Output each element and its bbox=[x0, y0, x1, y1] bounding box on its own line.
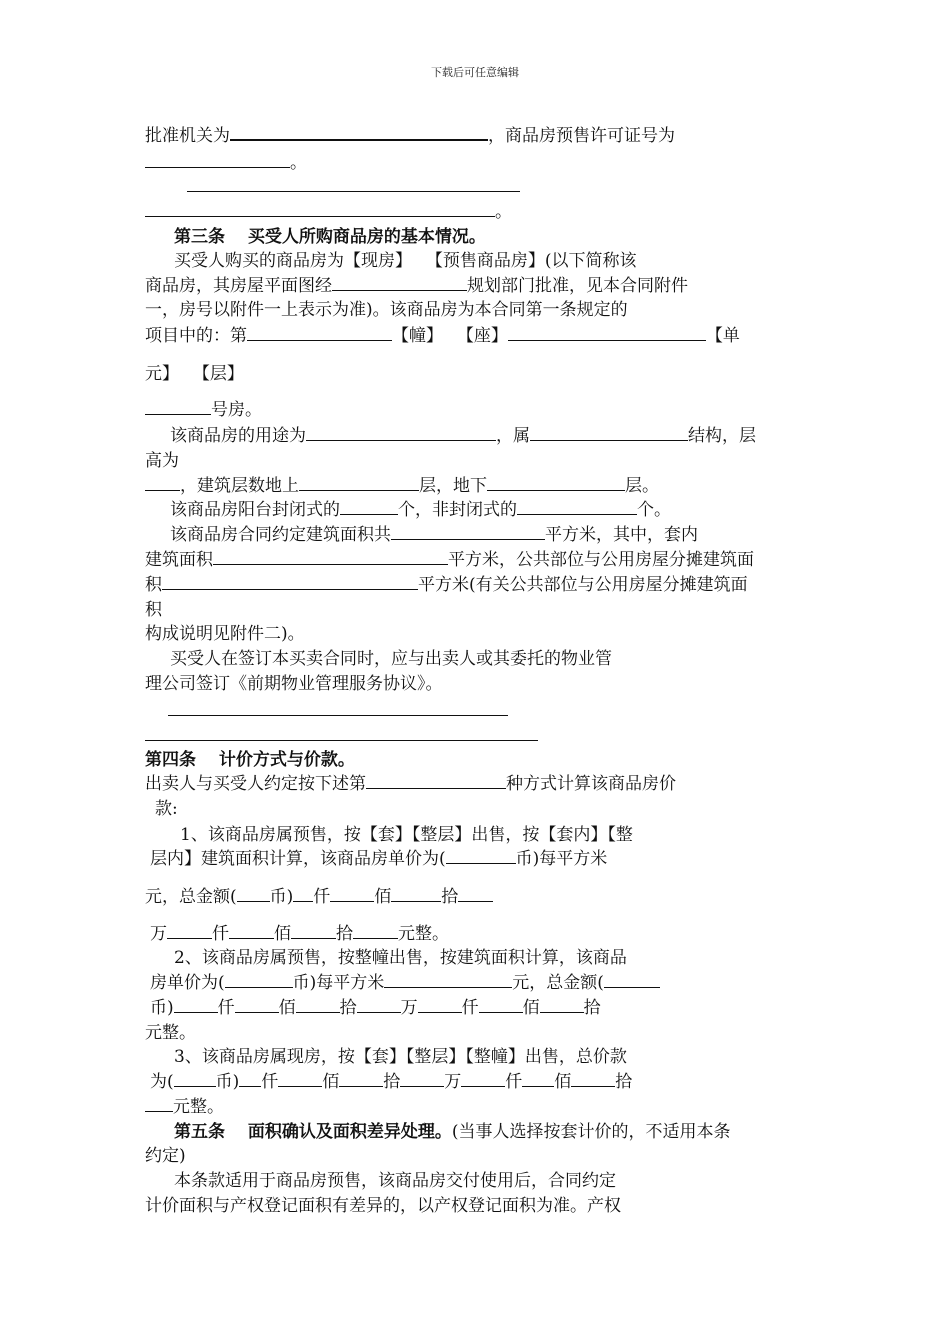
article-5-title-line: 第五条 面积确认及面积差异处理。(当事人选择按套计价的，不适用本条 bbox=[174, 1122, 731, 1142]
shared-area-blank[interactable] bbox=[162, 574, 418, 590]
paragraph-line: 出卖人与买受人约定按下述第 种方式计算该商品房价 bbox=[145, 774, 676, 794]
paragraph-line: 万 仟 佰 拾 元整。 bbox=[150, 924, 449, 944]
amount-blank[interactable] bbox=[400, 1071, 444, 1087]
paragraph-line: 项目中的：第 【幢】 【座】 【单 bbox=[145, 326, 740, 346]
paragraph-line: 为( 币) 仟 佰 拾 万 仟 佰 拾 bbox=[150, 1072, 633, 1092]
amount-blank[interactable] bbox=[522, 1071, 554, 1087]
page-header: 下载后可任意编辑 bbox=[431, 66, 519, 79]
unit-price-blank[interactable] bbox=[384, 972, 512, 988]
paragraph-line: 该商品房阳台封闭式的 个，非封闭式的 个。 bbox=[170, 500, 671, 520]
paragraph-line: 理公司签订《前期物业管理服务协议》。 bbox=[145, 674, 443, 694]
blank-line[interactable] bbox=[168, 715, 508, 716]
paragraph-line: 元，总金额( 币) 仟 佰 拾 bbox=[145, 885, 493, 909]
amount-blank[interactable] bbox=[229, 923, 274, 939]
unit-blank[interactable] bbox=[508, 325, 706, 341]
amount-blank[interactable] bbox=[391, 886, 441, 902]
structure-blank[interactable] bbox=[530, 425, 688, 441]
article-4-title: 第四条 计价方式与价款。 bbox=[145, 750, 355, 770]
paragraph-line: 积 平方米(有关公共部位与公用房屋分摊建筑面 bbox=[145, 575, 748, 595]
article-5-title: 第五条 面积确认及面积差异处理。 bbox=[174, 1122, 452, 1142]
currency-blank[interactable] bbox=[604, 972, 660, 988]
building-number-blank[interactable] bbox=[247, 325, 392, 341]
amount-blank[interactable] bbox=[461, 1071, 505, 1087]
paragraph-line: 2、该商品房属预售，按整幢出售，按建筑面积计算，该商品 bbox=[174, 948, 627, 968]
blank-line[interactable] bbox=[145, 201, 495, 217]
paragraph-line: 房单价为( 币)每平方米 元，总金额( bbox=[150, 971, 660, 995]
paragraph-line: 本条款适用于商品房预售，该商品房交付使用后，合同约定 bbox=[174, 1171, 616, 1191]
amount-blank[interactable] bbox=[571, 1071, 615, 1087]
paragraph-line: 约定) bbox=[145, 1146, 186, 1166]
blank-row: 。 bbox=[145, 200, 512, 224]
amount-blank[interactable] bbox=[293, 886, 313, 902]
amount-blank[interactable] bbox=[235, 997, 279, 1013]
amount-blank[interactable] bbox=[145, 1096, 173, 1112]
paragraph-line: ，建筑层数地上 层，地下 层。 bbox=[145, 474, 659, 498]
approval-line: 批准机关为 ，商品房预售许可证号为 bbox=[145, 126, 675, 146]
blank-line[interactable] bbox=[145, 740, 538, 741]
paragraph-line: 建筑面积 平方米，公共部位与公用房屋分摊建筑面 bbox=[145, 550, 754, 570]
inner-area-blank[interactable] bbox=[213, 549, 448, 565]
paragraph-line: 元】 【层】 bbox=[145, 364, 244, 384]
paragraph-line: 层内】建筑面积计算，该商品房单价为( 币)每平方米 bbox=[150, 849, 608, 869]
floor-height-blank[interactable] bbox=[145, 475, 180, 491]
amount-blank[interactable] bbox=[174, 997, 218, 1013]
amount-blank[interactable] bbox=[418, 997, 462, 1013]
blank-line[interactable] bbox=[187, 191, 520, 192]
amount-blank[interactable] bbox=[339, 1071, 383, 1087]
currency-blank[interactable] bbox=[237, 886, 270, 902]
paragraph-line: 积 bbox=[145, 600, 162, 620]
paragraph-line: 元整。 bbox=[145, 1023, 196, 1043]
floors-below-blank[interactable] bbox=[487, 475, 625, 491]
amount-blank[interactable] bbox=[353, 923, 398, 939]
amount-blank[interactable] bbox=[167, 923, 212, 939]
paragraph-line: 该商品房合同约定建筑面积共 平方米，其中，套内 bbox=[170, 525, 698, 545]
currency-blank[interactable] bbox=[174, 1071, 216, 1087]
paragraph-line: 买受人在签订本买卖合同时，应与出卖人或其委托的物业管 bbox=[170, 649, 612, 669]
paragraph-line: 构成说明见附件二)。 bbox=[145, 624, 305, 644]
amount-blank[interactable] bbox=[479, 997, 523, 1013]
amount-blank[interactable] bbox=[357, 997, 401, 1013]
amount-blank[interactable] bbox=[458, 886, 493, 902]
paragraph-line: 3、该商品房属现房，按【套】【整层】【整幢】出售，总价款 bbox=[174, 1047, 627, 1067]
room-number-blank[interactable] bbox=[145, 399, 211, 415]
amount-blank[interactable] bbox=[330, 886, 374, 902]
paragraph-line: 一，房号以附件一上表示为准)。该商品房为本合同第一条规定的 bbox=[145, 300, 628, 320]
amount-blank[interactable] bbox=[296, 997, 340, 1013]
permit-number-line: 。 bbox=[145, 151, 307, 175]
article-3-title: 第三条 买受人所购商品房的基本情况。 bbox=[174, 227, 486, 247]
paragraph-line: 1、该商品房属预售，按【套】【整层】出售，按【套内】【整 bbox=[180, 825, 633, 845]
paragraph-line: 号房。 bbox=[145, 398, 262, 422]
contract-area-blank[interactable] bbox=[391, 524, 545, 540]
paragraph-line: 币) 仟 佰 拾 万 仟 佰 拾 bbox=[150, 998, 601, 1018]
currency-blank[interactable] bbox=[225, 972, 293, 988]
paragraph-line: 计价面积与产权登记面积有差异的，以产权登记面积为准。产权 bbox=[145, 1196, 621, 1216]
currency-blank[interactable] bbox=[446, 848, 516, 864]
paragraph-line: 买受人购买的商品房为【现房】 【预售商品房】(以下简称该 bbox=[174, 251, 637, 271]
pricing-method-blank[interactable] bbox=[366, 773, 506, 789]
paragraph-line: 款: bbox=[155, 799, 178, 819]
planning-dept-blank[interactable] bbox=[332, 275, 467, 291]
floors-above-blank[interactable] bbox=[299, 475, 419, 491]
paragraph-line: 高为 bbox=[145, 451, 179, 471]
usage-blank[interactable] bbox=[306, 425, 496, 441]
amount-blank[interactable] bbox=[540, 997, 584, 1013]
amount-blank[interactable] bbox=[291, 923, 336, 939]
amount-blank[interactable] bbox=[239, 1071, 261, 1087]
amount-blank[interactable] bbox=[278, 1071, 322, 1087]
paragraph-line: 元整。 bbox=[145, 1095, 224, 1119]
paragraph-line: 该商品房的用途为 ，属 结构，层 bbox=[170, 426, 756, 446]
approval-authority-blank[interactable] bbox=[230, 124, 488, 141]
paragraph-line: 商品房，其房屋平面图经 规划部门批准，见本合同附件 bbox=[145, 276, 688, 296]
closed-balcony-blank[interactable] bbox=[340, 499, 398, 515]
open-balcony-blank[interactable] bbox=[517, 499, 637, 515]
permit-number-blank[interactable] bbox=[145, 152, 290, 168]
